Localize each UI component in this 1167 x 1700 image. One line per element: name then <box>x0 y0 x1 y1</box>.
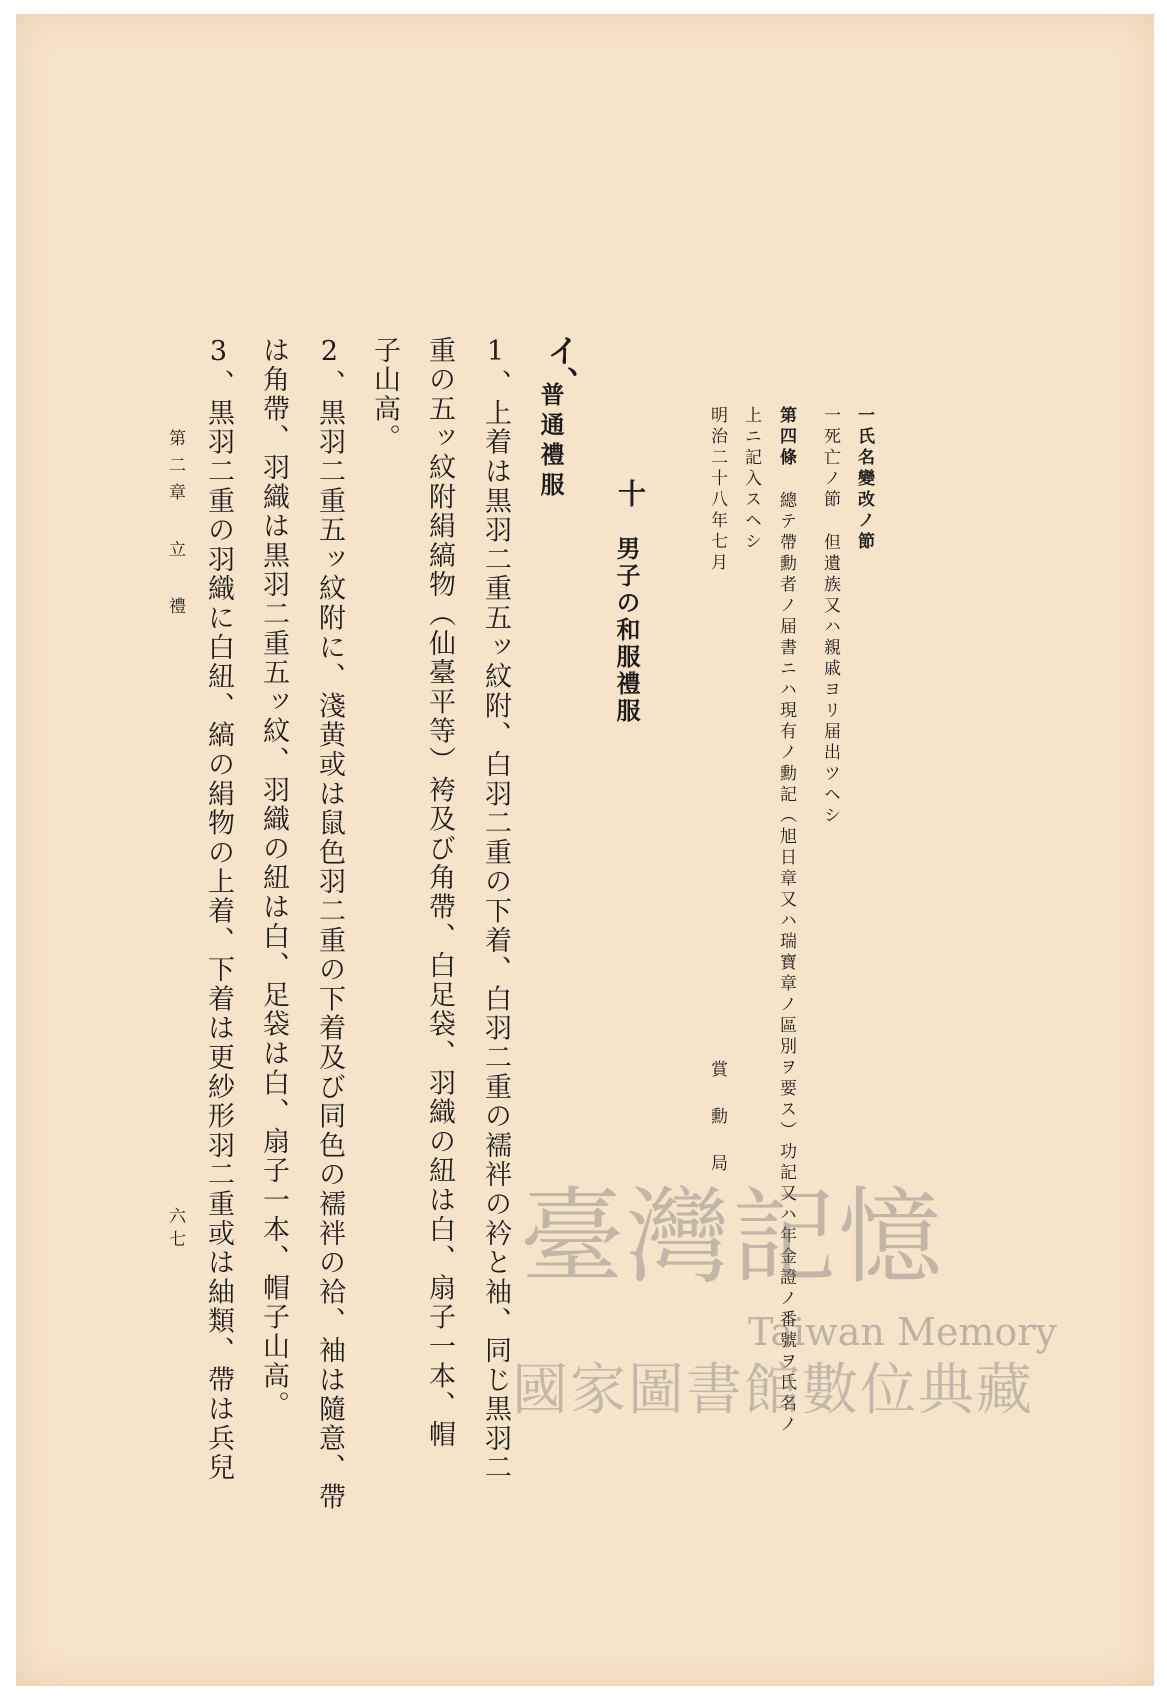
item-2-line-1: 2、黒羽二重五ッ紋附に、淺黄或は鼠色羽二重の下着及び同色の襦袢の袷、袖は隨意、帶 <box>314 336 345 1512</box>
watermark-logo: 臺灣記憶 <box>520 1176 945 1298</box>
note-issuer: 賞勳局 <box>707 1060 727 1201</box>
note-name-change: 一氏名變改ノ節 <box>854 406 874 553</box>
watermark-english: Taiwan Memory <box>748 1310 1057 1354</box>
item-1-line-1: 1、上着は黒羽二重五ッ紋附、白羽二重の下着、白羽二重の襦袢の衿と袖、同じ黒羽二 <box>480 336 511 1483</box>
subsection-title: 普通禮服 <box>536 382 565 502</box>
subsection-marker: イ、 <box>542 334 580 398</box>
section-title: 男子の和服禮服 <box>612 536 641 725</box>
item-1-line-2: 重の五ッ紋附絹縞物（仙臺平等）袴及び角帶、白足袋、羽織の紐は白、扇子一本、帽 <box>424 336 455 1450</box>
running-footer-chapter: 第二章 立 禮 <box>165 429 185 624</box>
note-record-above: 上ニ記入スヘシ <box>741 406 761 553</box>
note-death-head: 一死亡ノ節 <box>820 406 840 511</box>
note-article-4-body: 總テ帶勳者ノ届書ニハ現有ノ勳記（旭日章又ハ瑞寶章ノ區別ヲ要ス）功記又ハ年金證ノ番號ヲ氏名ノ <box>776 491 796 1436</box>
note-death-body: 但遺族又ハ親戚ヨリ届出ツヘシ <box>820 533 840 827</box>
note-article-4-head: 第四條 <box>776 406 796 469</box>
item-2-line-2: は角帶、羽織は黒羽二重五ッ紋、羽織の紐は白、足袋は白、扇子一本、帽子山高。 <box>258 336 289 1421</box>
item-1-line-3: 子山高。 <box>369 336 400 454</box>
watermark-library: 國家圖書館數位典藏 <box>512 1358 1034 1423</box>
taiwan-memory-watermark <box>510 1176 1057 1445</box>
note-date: 明治二十八年七月 <box>707 406 727 574</box>
page-number: 六七 <box>165 1207 185 1253</box>
section-number: 十 <box>614 479 647 507</box>
item-3-line-1: 3、黒羽二重の羽織に白紐、縞の絹物の上着、下着は更紗形羽二重或は紬類、帶は兵兒 <box>203 336 234 1483</box>
note-death <box>821 406 838 827</box>
